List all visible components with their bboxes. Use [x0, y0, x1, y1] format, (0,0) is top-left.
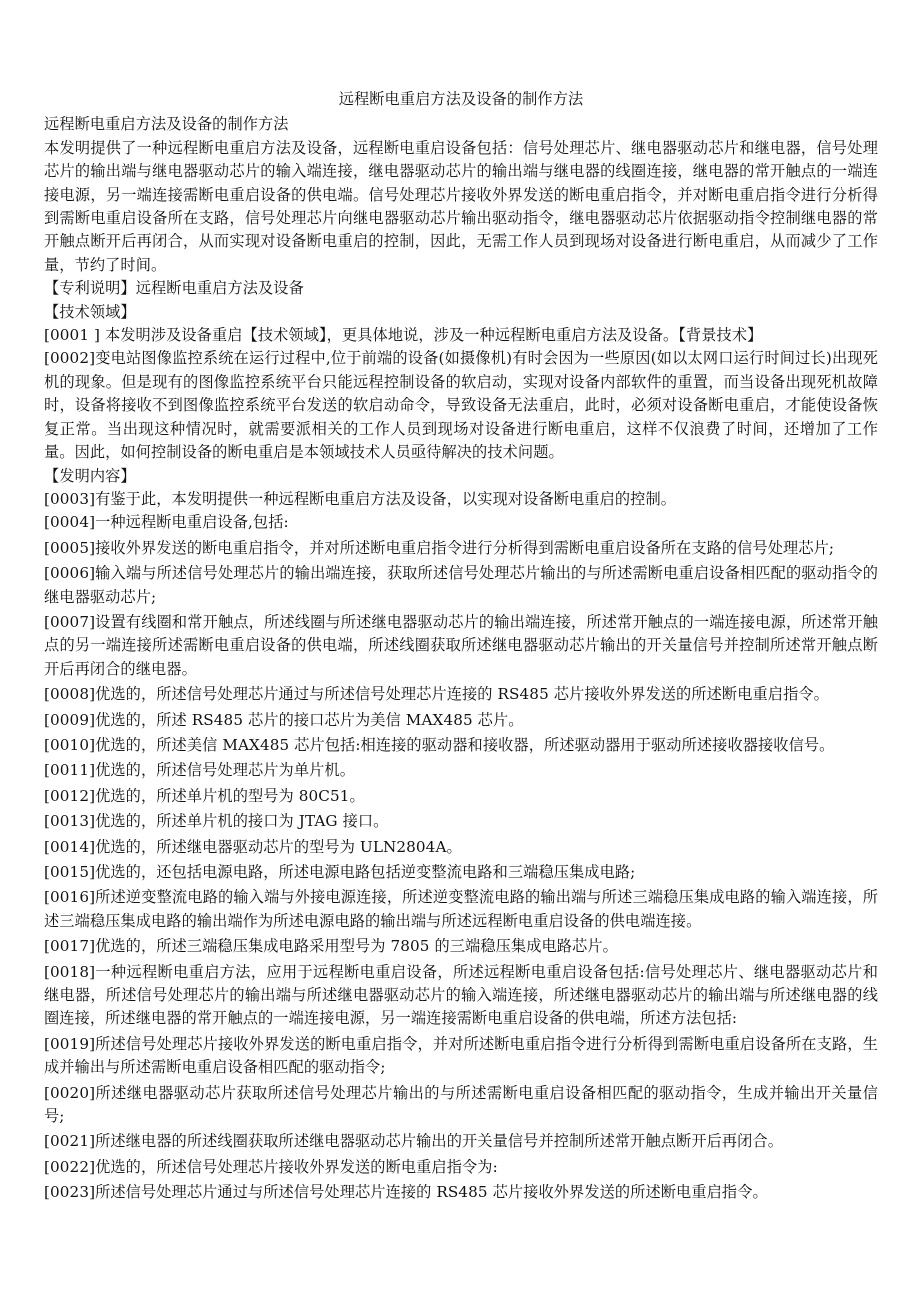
paragraph-0011: [0011]优选的，所述信号处理芯片为单片机。	[44, 761, 355, 780]
paragraph-0023: [0023]所述信号处理芯片通过与所述信号处理芯片连接的 RS485 芯片接收外界发送的所述断电重启指令。	[44, 1183, 768, 1202]
paragraph-0003: [0003]有鉴于此，本发明提供一种远程断电重启方法及设备，以实现对设备断电重启的控制。	[44, 489, 677, 508]
abstract-paragraph: 本发明提供了一种远程断电重启方法及设备，远程断电重启设备包括：信号处理芯片、继电器驱动芯片和继电器，信号处理芯片的输出端与继电器驱动芯片的输入端连接，继电器驱动芯片的输出端与继电器的线圈连接，继电器的常开触点的一端连接电源，另一端连接需断电重启设备的供电端。信号处理芯片接收外界发送的断电重启指令，并对断电重启指令进行分析得到需断电重启设备所在支路，信号处理芯片向继电器驱动芯片输出驱动指令，继电器驱动芯片依据驱动指令控制继电器的常开触点断开后再闭合，从而实现对设备断电重启的控制，因此，无需工作人员到现场对设备进行断电重启，从而减少了工作量，节约了时间。	[44, 138, 878, 274]
paragraph-0007: [0007]设置有线圈和常开触点，所述线圈与所述继电器驱动芯片的输出端连接，所述常开触点的一端连接电源，所述常开触点的另一端连接所述需断电重启设备的供电端，所述线圈获取所述继电器驱动芯片输出的开关量信号并控制所述常开触点断开后再闭合的继电器。	[44, 612, 878, 678]
paragraph-0015: [0015]优选的，还包括电源电路，所述电源电路包括逆变整流电路和三端稳压集成电路;	[44, 863, 636, 881]
paragraph-0017: [0017]优选的，所述三端稳压集成电路采用型号为 7805 的三端稳压集成电路芯片。	[44, 937, 618, 956]
document-title: 远程断电重启方法及设备的制作方法	[338, 90, 584, 108]
paragraph-0014: [0014]优选的，所述继电器驱动芯片的型号为 ULN2804A。	[44, 837, 462, 856]
paragraph-0009: [0009]优选的，所述 RS485 芯片的接口芯片为美信 MAX485 芯片。	[44, 710, 524, 729]
paragraph-0012: [0012]优选的，所述单片机的型号为 80C51。	[44, 786, 365, 805]
paragraph-0013: [0013]优选的，所述单片机的接口为 JTAG 接口。	[44, 812, 389, 831]
section-heading: 【专利说明】远程断电重启方法及设备	[44, 279, 304, 298]
paragraph-0001: [0001 ] 本发明涉及设备重启【技术领域】，更具体地说，涉及一种远程断电重启方法及设备。【背景技术】	[44, 326, 763, 345]
paragraph-0020: [0020]所述继电器驱动芯片获取所述信号处理芯片输出的与所述需断电重启设备相匹配的驱动指令，生成并输出开关量信号;	[44, 1083, 878, 1126]
paragraph-0022: [0022]优选的，所述信号处理芯片接收外界发送的断电重启指令为:	[44, 1157, 498, 1176]
paragraph-0008: [0008]优选的，所述信号处理芯片通过与所述信号处理芯片连接的 RS485 芯片接收外界发送的所述断电重启指令。	[44, 685, 829, 704]
subtitle: 远程断电重启方法及设备的制作方法	[44, 115, 289, 134]
paragraph-0010: [0010]优选的，所述美信 MAX485 芯片包括:相连接的驱动器和接收器，所述驱动器用于驱动所述接收器接收信号。	[44, 735, 835, 754]
paragraph-0004: [0004]一种远程断电重启设备,包括:	[44, 513, 289, 532]
paragraph-0021: [0021]所述继电器的所述线圈获取所述继电器驱动芯片输出的开关量信号并控制所述常开触点断开后再闭合。	[44, 1132, 784, 1151]
document-body	[44, 88, 878, 1205]
section-heading: 【技术领域】	[44, 302, 136, 321]
paragraph-0019: [0019]所述信号处理芯片接收外界发送的断电重启指令，并对所述断电重启指令进行分析得到需断电重启设备所在支路，生成并输出与所述需断电重启设备相匹配的驱动指令;	[44, 1034, 878, 1077]
paragraph-0006: [0006]输入端与所述信号处理芯片的输出端连接，获取所述信号处理芯片输出的与所述需断电重启设备相匹配的驱动指令的继电器驱动芯片;	[44, 564, 878, 606]
paragraph-0016: [0016]所述逆变整流电路的输入端与外接电源连接，所述逆变整流电路的输出端与所述三端稳压集成电路的输入端连接，所述三端稳压集成电路的输出端作为所述电源电路的输出端与所述远程断电重启设备的供电端连接。	[44, 888, 878, 930]
paragraph-0018: [0018]一种远程断电重启方法，应用于远程断电重启设备，所述远程断电重启设备包括:信号处理芯片、继电器驱动芯片和继电器，所述信号处理芯片的输出端与所述继电器驱动芯片的输入端连接，所述继电器驱动芯片的输出端与所述继电器的线圈连接，所述继电器的常开触点的一端连接电源，另一端连接需断电重启设备的供电端，所述方法包括:	[44, 962, 878, 1028]
paragraph-0002: [0002]变电站图像监控系统在运行过程中,位于前端的设备(如摄像机)有时会因为一些原因(如以太网口运行时间过长)出现死机的现象。但是现有的图像监控系统平台只能远程控制设备的软启动，实现对设备内部软件的重置，而当设备出现死机故障时，设备将接收不到图像监控系统平台发送的软启动命令，导致设备无法重启，此时，必须对设备断电重启，才能使设备恢复正常。当出现这种情况时，就需要派相关的工作人员到现场对设备进行断电重启，这样不仅浪费了时间，还增加了工作量。因此，如何控制设备的断电重启是本领域技术人员亟待解决的技术问题。	[44, 349, 878, 462]
paragraph-0005: [0005]接收外界发送的断电重启指令，并对所述断电重启指令进行分析得到需断电重启设备所在支路的信号处理芯片;	[44, 538, 835, 557]
section-heading: 【发明内容】	[44, 466, 136, 485]
